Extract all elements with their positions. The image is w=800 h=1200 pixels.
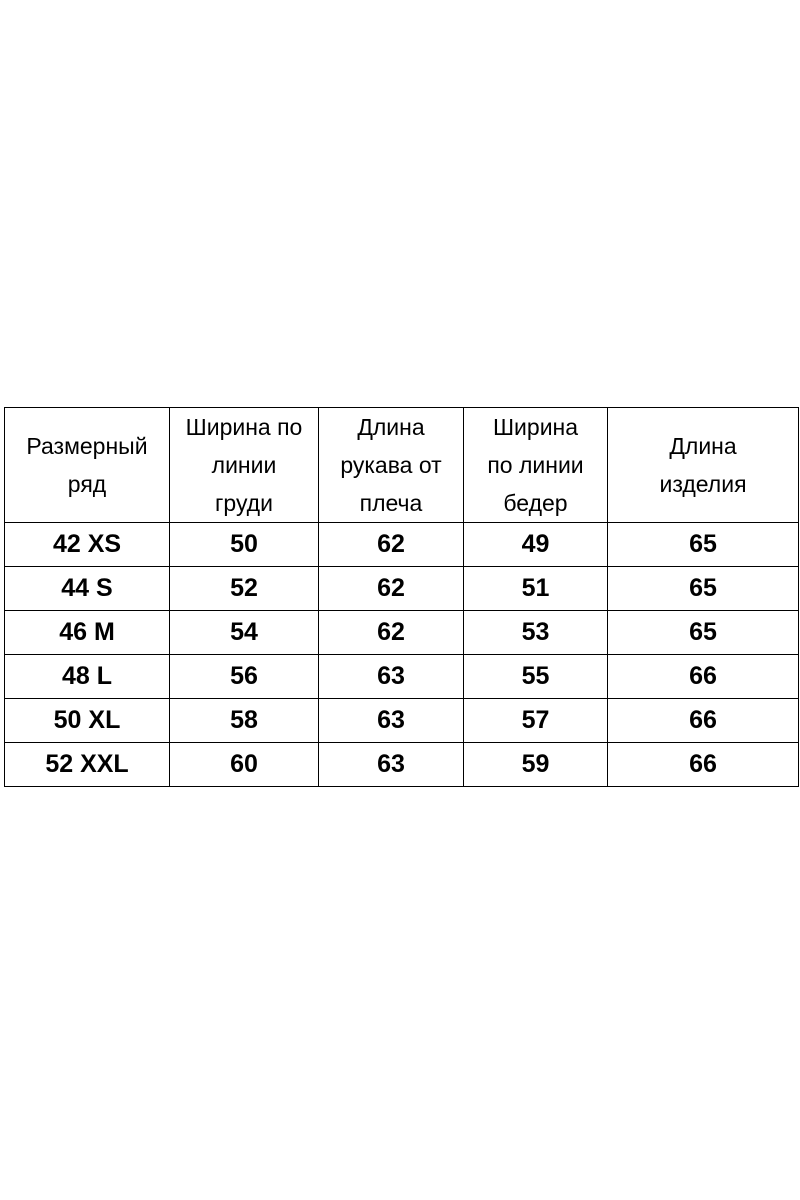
cell-garment-length: 66	[608, 743, 799, 787]
cell-chest-width: 52	[170, 567, 319, 611]
table-row	[5, 655, 799, 699]
header-line: изделия	[659, 471, 747, 497]
cell-size: 48 L	[5, 655, 170, 699]
header-line: ряд	[67, 471, 107, 497]
table-row	[5, 523, 799, 567]
cell-sleeve-length: 63	[319, 743, 464, 787]
size-chart-table	[4, 407, 799, 787]
table-row	[5, 743, 799, 787]
cell-chest-width: 60	[170, 743, 319, 787]
header-line: Размерный	[26, 433, 148, 459]
cell-garment-length: 65	[608, 523, 799, 567]
header-size-range	[5, 408, 170, 523]
header-line: рукава от	[340, 452, 442, 478]
cell-sleeve-length: 62	[319, 611, 464, 655]
cell-size: 44 S	[5, 567, 170, 611]
cell-size: 50 XL	[5, 699, 170, 743]
cell-hip-width: 51	[464, 567, 608, 611]
cell-chest-width: 58	[170, 699, 319, 743]
table-row	[5, 699, 799, 743]
table-row	[5, 567, 799, 611]
cell-chest-width: 50	[170, 523, 319, 567]
header-line: Ширина	[492, 414, 579, 440]
header-line: бедер	[503, 490, 568, 516]
header-line: Длина	[669, 433, 737, 459]
cell-hip-width: 59	[464, 743, 608, 787]
cell-hip-width: 49	[464, 523, 608, 567]
cell-hip-width: 53	[464, 611, 608, 655]
header-sleeve-length	[319, 408, 464, 523]
cell-size: 46 M	[5, 611, 170, 655]
cell-sleeve-length: 62	[319, 523, 464, 567]
cell-sleeve-length: 63	[319, 655, 464, 699]
header-line: плеча	[359, 490, 423, 516]
cell-chest-width: 56	[170, 655, 319, 699]
cell-size: 52 XXL	[5, 743, 170, 787]
cell-chest-width: 54	[170, 611, 319, 655]
cell-sleeve-length: 62	[319, 567, 464, 611]
header-hip-width	[464, 408, 608, 523]
header-line: по линии	[487, 452, 584, 478]
table-header-row	[5, 408, 799, 523]
cell-hip-width: 57	[464, 699, 608, 743]
cell-garment-length: 66	[608, 655, 799, 699]
cell-size: 42 XS	[5, 523, 170, 567]
header-line: груди	[215, 490, 273, 516]
cell-garment-length: 65	[608, 567, 799, 611]
header-chest-width	[170, 408, 319, 523]
header-line: Ширина по	[185, 414, 303, 440]
cell-sleeve-length: 63	[319, 699, 464, 743]
cell-garment-length: 66	[608, 699, 799, 743]
table-row	[5, 611, 799, 655]
header-garment-length	[608, 408, 799, 523]
cell-garment-length: 65	[608, 611, 799, 655]
header-line: линии	[211, 452, 277, 478]
header-line: Длина	[357, 414, 425, 440]
cell-hip-width: 55	[464, 655, 608, 699]
